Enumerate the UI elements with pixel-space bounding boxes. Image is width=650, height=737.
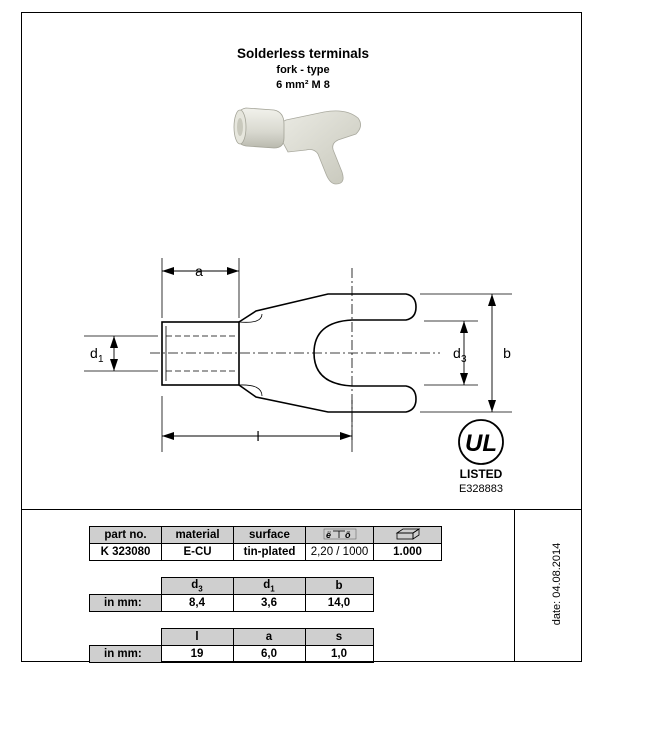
part-number-value: K 323080 — [90, 544, 162, 561]
col-d3 — [161, 578, 233, 595]
col-d1 — [233, 578, 305, 595]
col-d1-label: d — [263, 578, 271, 591]
material-value: E-CU — [162, 544, 234, 561]
d1-value: 3,6 — [233, 595, 305, 612]
col-d1-sub: 1 — [270, 584, 275, 594]
dims2-blank — [90, 629, 162, 646]
col-a: a — [233, 629, 305, 646]
surface-value: tin-plated — [234, 544, 306, 561]
dim-d3-label: d — [453, 345, 461, 361]
s-value: 1,0 — [305, 646, 373, 663]
ul-listed-text: LISTED — [459, 467, 503, 481]
spec-table — [89, 526, 442, 561]
col-d3-label: d — [191, 578, 199, 591]
package-qty-value: 1.000 — [374, 544, 442, 561]
spec-header-row — [90, 527, 442, 544]
dim-l-label: l — [256, 428, 260, 444]
terminal-type: fork - type — [276, 64, 330, 76]
dimensions-table-2 — [89, 628, 374, 663]
dims2-header-row — [90, 629, 374, 646]
drawing-date: date: 04.08.2014 — [551, 542, 563, 626]
col-b: b — [305, 578, 373, 595]
dim-d1-label: d — [90, 345, 98, 361]
dims1-blank — [90, 578, 162, 595]
dim-a-label: a — [195, 263, 203, 279]
dims2-value-row — [90, 646, 374, 663]
svg-text:ë: ë — [325, 529, 331, 540]
col-surface: surface — [234, 527, 306, 544]
dim-b-label: b — [503, 345, 511, 361]
a-value: 6,0 — [233, 646, 305, 663]
dim-d3-sub: 3 — [461, 354, 467, 365]
dims1-value-row — [90, 595, 374, 612]
svg-text:õ: õ — [344, 529, 350, 540]
page-title: Solderless terminals — [236, 46, 370, 61]
weight-value: 2,20 / 1000 — [306, 544, 374, 561]
ul-logo-text: UL — [465, 430, 497, 457]
dimensions-table-1 — [89, 577, 374, 612]
ul-listed-mark — [459, 420, 503, 495]
col-s: s — [305, 629, 373, 646]
dim-d1-sub: 1 — [98, 354, 104, 365]
b-value: 14,0 — [305, 595, 373, 612]
spec-value-row — [90, 544, 442, 561]
col-d3-sub: 3 — [198, 584, 203, 594]
dims1-row-label: in mm: — [90, 595, 162, 612]
dims1-header-row — [90, 578, 374, 595]
weight-icon — [306, 527, 374, 544]
col-part-no: part no. — [90, 527, 162, 544]
ul-file-number: E328883 — [458, 483, 504, 495]
terminal-size: 6 mm² M 8 — [276, 79, 330, 91]
col-l: l — [161, 629, 233, 646]
d3-value: 8,4 — [161, 595, 233, 612]
dims2-row-label: in mm: — [90, 646, 162, 663]
package-box-icon — [374, 527, 442, 544]
col-material: material — [162, 527, 234, 544]
l-value: 19 — [161, 646, 233, 663]
